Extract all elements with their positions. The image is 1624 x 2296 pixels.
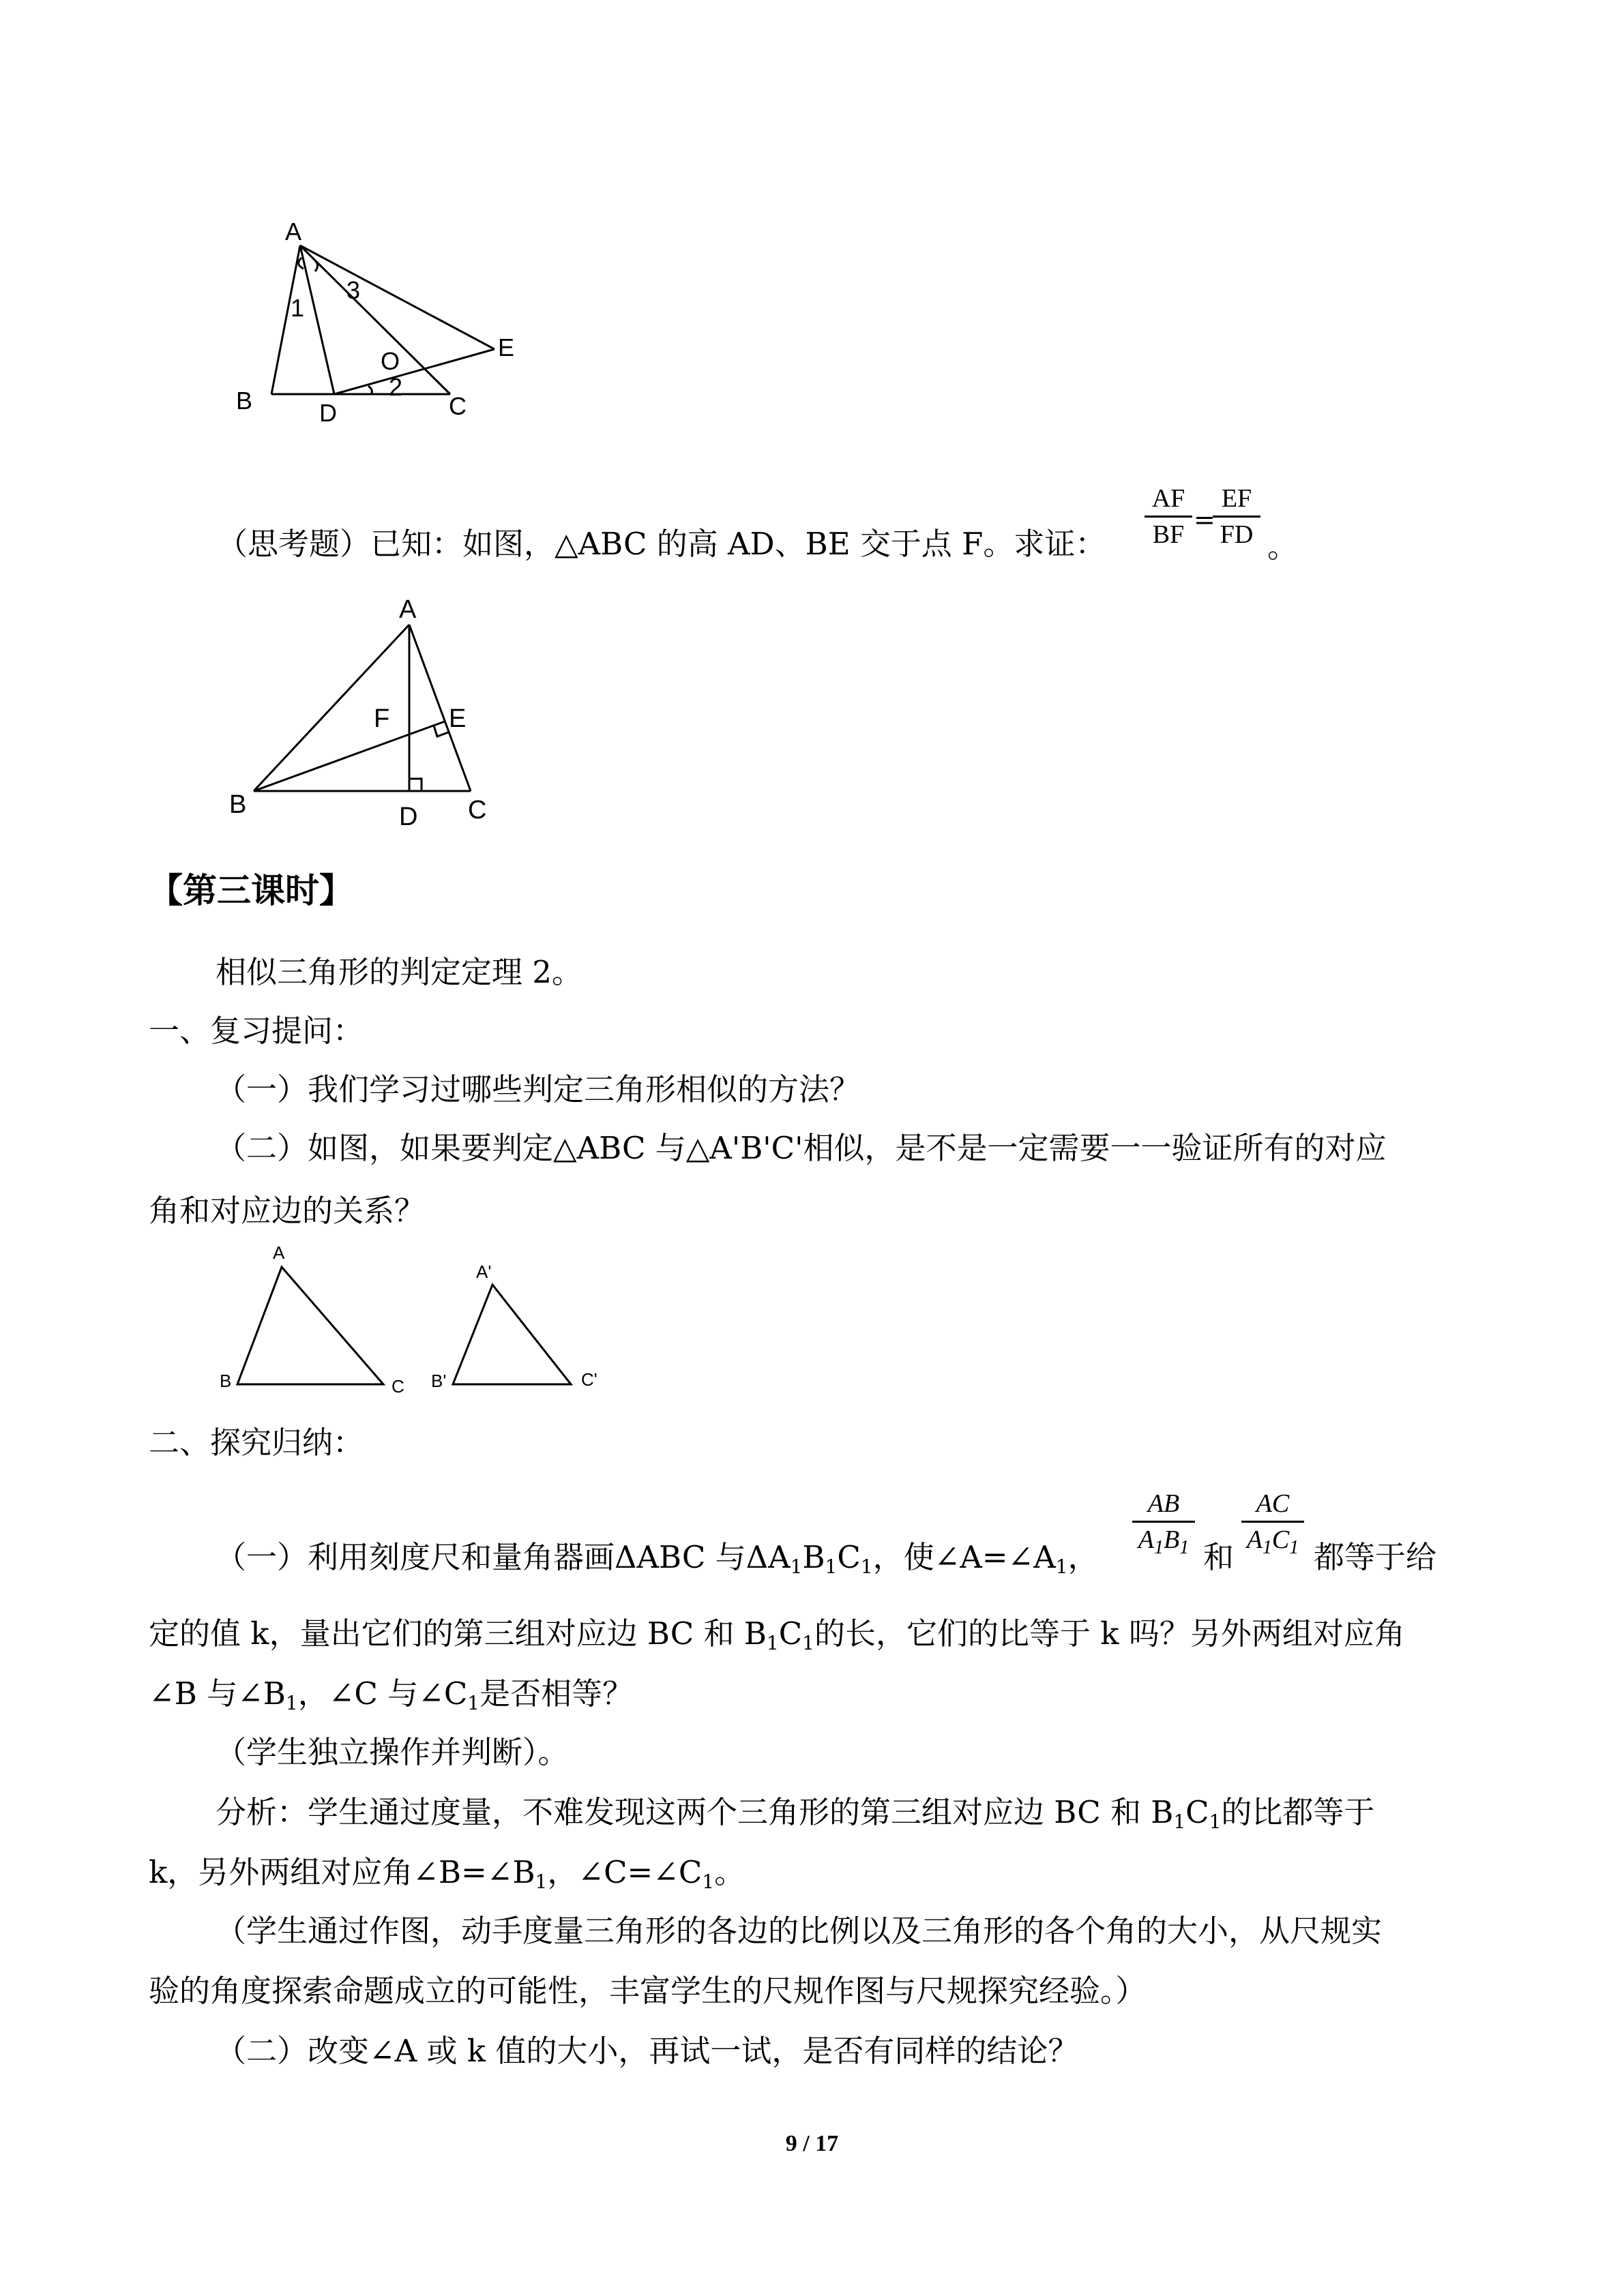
explore-paragraph-3-line-2: k，另外两组对应角$\angle B=\angle B_1$，$\angle C=\angle C_1$。 — [149, 1854, 745, 1893]
explore-paragraph-5: （二）改变∠A 或 k 值的大小，再试一试，是否有同样的结论？ — [216, 2033, 1079, 2069]
review-question-1: （一）我们学习过哪些判定三角形相似的方法？ — [216, 1071, 861, 1107]
period: 。 — [1267, 528, 1299, 565]
label-3: 3 — [346, 276, 361, 304]
right-angle-e — [434, 726, 448, 736]
label-f: F — [374, 704, 390, 733]
figure-triangle-altitudes — [225, 593, 512, 832]
triangle-abc — [237, 1267, 383, 1384]
figure-two-triangles — [211, 1241, 621, 1398]
explore-paragraph-1-line-2: 定的值 k，量出它们的第三组对应边 BC 和 $B_1C_1$的长，它们的比等于 k 吗？另外两组对应角 — [149, 1615, 1405, 1654]
explore-paragraph-2: （学生独立操作并判断）。 — [216, 1734, 569, 1770]
label-1: 1 — [291, 294, 305, 322]
equals-sign: = — [1194, 505, 1215, 535]
right-angle-d — [409, 779, 422, 791]
label-b: B — [229, 790, 247, 819]
angle-2-arc — [368, 386, 372, 394]
fraction-denominator: BF — [1152, 520, 1185, 549]
label-a-prime: A' — [476, 1262, 492, 1282]
explore-paragraph-1-line-1: （一）利用刻度尺和量角器画ΔABC 与$\Delta A_1B_1C_1$，使$\angle A=\angle A_1$， — [216, 1539, 1099, 1578]
word-and: 和 — [1203, 1539, 1235, 1575]
explore-title: 二、探究归纳： — [149, 1425, 364, 1461]
fraction-ab-a1b1: AB $A_1B_1$ — [1132, 1487, 1195, 1557]
label-c: C — [449, 392, 467, 420]
label-2: 2 — [389, 373, 403, 401]
label-c: C — [392, 1376, 404, 1397]
fraction-numerator: EF — [1221, 484, 1252, 513]
figure-triangle-abc-ade — [225, 211, 539, 430]
review-question-2-line-1: （二）如图，如果要判定△ABC 与△A'B'C'相似，是不是一定需要一一验证所有的对应 — [216, 1130, 1387, 1166]
label-a: A — [285, 218, 302, 245]
label-d: D — [319, 399, 337, 427]
explore-paragraph-4-line-2: 验的角度探索命题成立的可能性，丰富学生的尺规作图与尺规探究经验。） — [149, 1973, 1147, 2009]
explore-paragraph-4-line-1: （学生通过作图，动手度量三角形的各边的比例以及三角形的各个角的大小，从尺规实 — [216, 1913, 1383, 1949]
fraction-numerator: AF — [1151, 484, 1185, 513]
fraction-ef-fd — [1213, 481, 1260, 552]
page-number: 9 / 17 — [785, 2131, 839, 2156]
fraction-ac-a1c1: AC $A_1C_1$ — [1241, 1487, 1304, 1557]
lesson-topic: 相似三角形的判定定理 2。 — [216, 954, 582, 990]
label-o: O — [381, 347, 400, 375]
review-title: 一、复习提问： — [149, 1013, 364, 1049]
edge-ac — [300, 245, 450, 394]
edge-ae — [300, 245, 494, 349]
thinking-question: （思考题）已知：如图，△ABC 的高 AD、BE 交于点 F。求证： — [217, 526, 1106, 562]
label-c-prime: C' — [581, 1369, 597, 1390]
label-d: D — [399, 803, 418, 831]
label-c: C — [468, 796, 487, 824]
label-b: B — [236, 387, 253, 415]
label-b-prime: B' — [431, 1371, 447, 1391]
altitude-be — [254, 721, 445, 791]
review-question-2-line-2: 角和对应边的关系？ — [149, 1193, 426, 1229]
explore-paragraph-3-line-1: 分析：学生通过度量，不难发现这两个三角形的第三组对应边 BC 和 $B_1C_1$的比都等于 — [216, 1794, 1375, 1833]
explore-paragraph-1-line-3: ∠B 与$\angle B_1$，∠C 与$\angle C_1$是否相等？ — [149, 1675, 634, 1714]
explore-paragraph-1-tail: 都等于给 — [1314, 1539, 1437, 1575]
fraction-denominator: FD — [1220, 520, 1254, 549]
edge-de — [334, 349, 494, 394]
label-e: E — [498, 333, 515, 361]
label-e: E — [449, 704, 467, 733]
section-heading: 【第三课时】 — [149, 871, 353, 910]
label-a: A — [273, 1242, 285, 1263]
label-b: B — [220, 1371, 232, 1391]
label-a: A — [399, 595, 417, 624]
triangle-a1b1c1 — [453, 1285, 571, 1384]
fraction-af-bf — [1145, 481, 1192, 552]
